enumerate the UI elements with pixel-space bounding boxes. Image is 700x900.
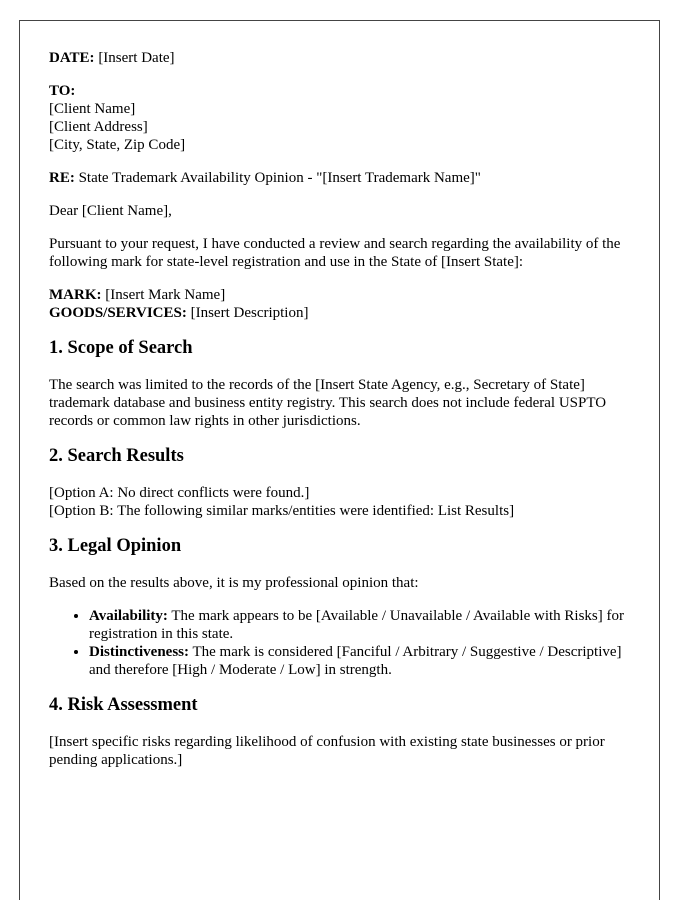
mark-block bbox=[49, 286, 639, 322]
re-label: RE: bbox=[49, 170, 75, 186]
results-block bbox=[49, 484, 639, 520]
client-name-line: [Client Name] bbox=[49, 101, 136, 117]
recipient-block bbox=[49, 82, 639, 154]
date-line bbox=[49, 49, 639, 67]
mark-label: MARK: bbox=[49, 287, 102, 303]
goods-services-line bbox=[49, 304, 639, 322]
letter-page bbox=[19, 20, 660, 900]
section-heading-risk: 4. Risk Assessment bbox=[49, 695, 198, 715]
goods-services-label: GOODS/SERVICES: bbox=[49, 305, 187, 321]
bullet-distinctiveness-label: Distinctiveness: bbox=[89, 644, 189, 660]
salutation: Dear [Client Name], bbox=[49, 203, 172, 219]
bullet-availability bbox=[89, 607, 639, 643]
date-value: [Insert Date] bbox=[98, 50, 175, 66]
opinion-bullet-list bbox=[49, 607, 639, 679]
result-option-a: [Option A: No direct conflicts were found.] bbox=[49, 485, 310, 501]
letter-content bbox=[49, 49, 639, 784]
opinion-paragraph: Based on the results above, it is my professional opinion that: bbox=[49, 575, 419, 591]
result-option-b: [Option B: The following similar marks/entities were identified: List Results] bbox=[49, 503, 515, 519]
section-heading-scope: 1. Scope of Search bbox=[49, 338, 193, 358]
re-value: State Trademark Availability Opinion - "[Insert Trademark Name]" bbox=[78, 170, 481, 186]
section-heading-opinion: 3. Legal Opinion bbox=[49, 536, 182, 556]
bullet-distinctiveness-text: The mark is considered [Fanciful / Arbitrary / Suggestive / Descriptive] and therefore [High / Moderate / Low] in strength. bbox=[89, 644, 622, 678]
to-label: TO: bbox=[49, 83, 76, 99]
bullet-availability-text: The mark appears to be [Available / Unavailable / Available with Risks] for registration in this state. bbox=[89, 608, 625, 642]
bullet-distinctiveness bbox=[89, 643, 639, 679]
city-state-zip-line: [City, State, Zip Code] bbox=[49, 137, 186, 153]
intro-paragraph: Pursuant to your request, I have conducted a review and search regarding the availability of the following mark for state-level registration and use in the State of [Insert State]: bbox=[49, 236, 621, 270]
risk-paragraph: [Insert specific risks regarding likelihood of confusion with existing state businesses or prior pending applications.] bbox=[49, 734, 605, 768]
mark-line bbox=[49, 286, 639, 304]
section-heading-results: 2. Search Results bbox=[49, 446, 184, 466]
goods-services-value: [Insert Description] bbox=[190, 305, 309, 321]
scope-paragraph: The search was limited to the records of the [Insert State Agency, e.g., Secretary of State] trademark database and business entity registry. This search does not include federal USPTO records or common law rights in other jurisdictions. bbox=[49, 377, 607, 429]
client-address-line: [Client Address] bbox=[49, 119, 148, 135]
date-label: DATE: bbox=[49, 50, 95, 66]
re-line bbox=[49, 169, 639, 187]
mark-value: [Insert Mark Name] bbox=[105, 287, 226, 303]
bullet-availability-label: Availability: bbox=[89, 608, 168, 624]
